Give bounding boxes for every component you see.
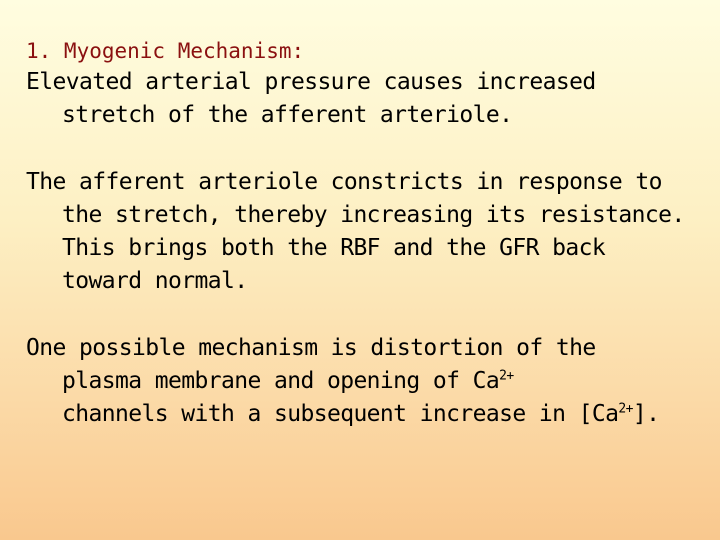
paragraph-line: The afferent arteriole constricts in response to bbox=[26, 169, 662, 195]
paragraph-line bbox=[26, 365, 706, 398]
paragraph-mechanism bbox=[26, 332, 706, 431]
paragraph-line bbox=[26, 398, 706, 431]
paragraph-spacer bbox=[26, 298, 706, 332]
slide-title: 1. Myogenic Mechanism: bbox=[26, 39, 305, 63]
paragraph-line: stretch of the afferent arteriole. bbox=[62, 102, 513, 128]
line-text: ]. bbox=[632, 401, 660, 427]
paragraph-line: Elevated arterial pressure causes increased bbox=[26, 69, 596, 95]
line-text: plasma membrane and opening of Ca bbox=[62, 368, 500, 394]
line-text: channels with a subsequent increase in [Ca bbox=[62, 401, 619, 427]
paragraph-line: One possible mechanism is distortion of the bbox=[26, 335, 596, 361]
superscript-charge: 2+ bbox=[618, 401, 633, 417]
superscript-charge: 2+ bbox=[499, 368, 514, 384]
paragraph-spacer bbox=[26, 132, 706, 166]
paragraph-line: toward normal. bbox=[62, 268, 248, 294]
paragraph-stretch bbox=[26, 66, 706, 132]
paragraph-line: This brings both the RBF and the GFR back bbox=[62, 235, 606, 261]
slide-content bbox=[26, 36, 706, 431]
paragraph-constriction bbox=[26, 166, 706, 298]
paragraph-line: the stretch, thereby increasing its resistance. bbox=[62, 202, 685, 228]
